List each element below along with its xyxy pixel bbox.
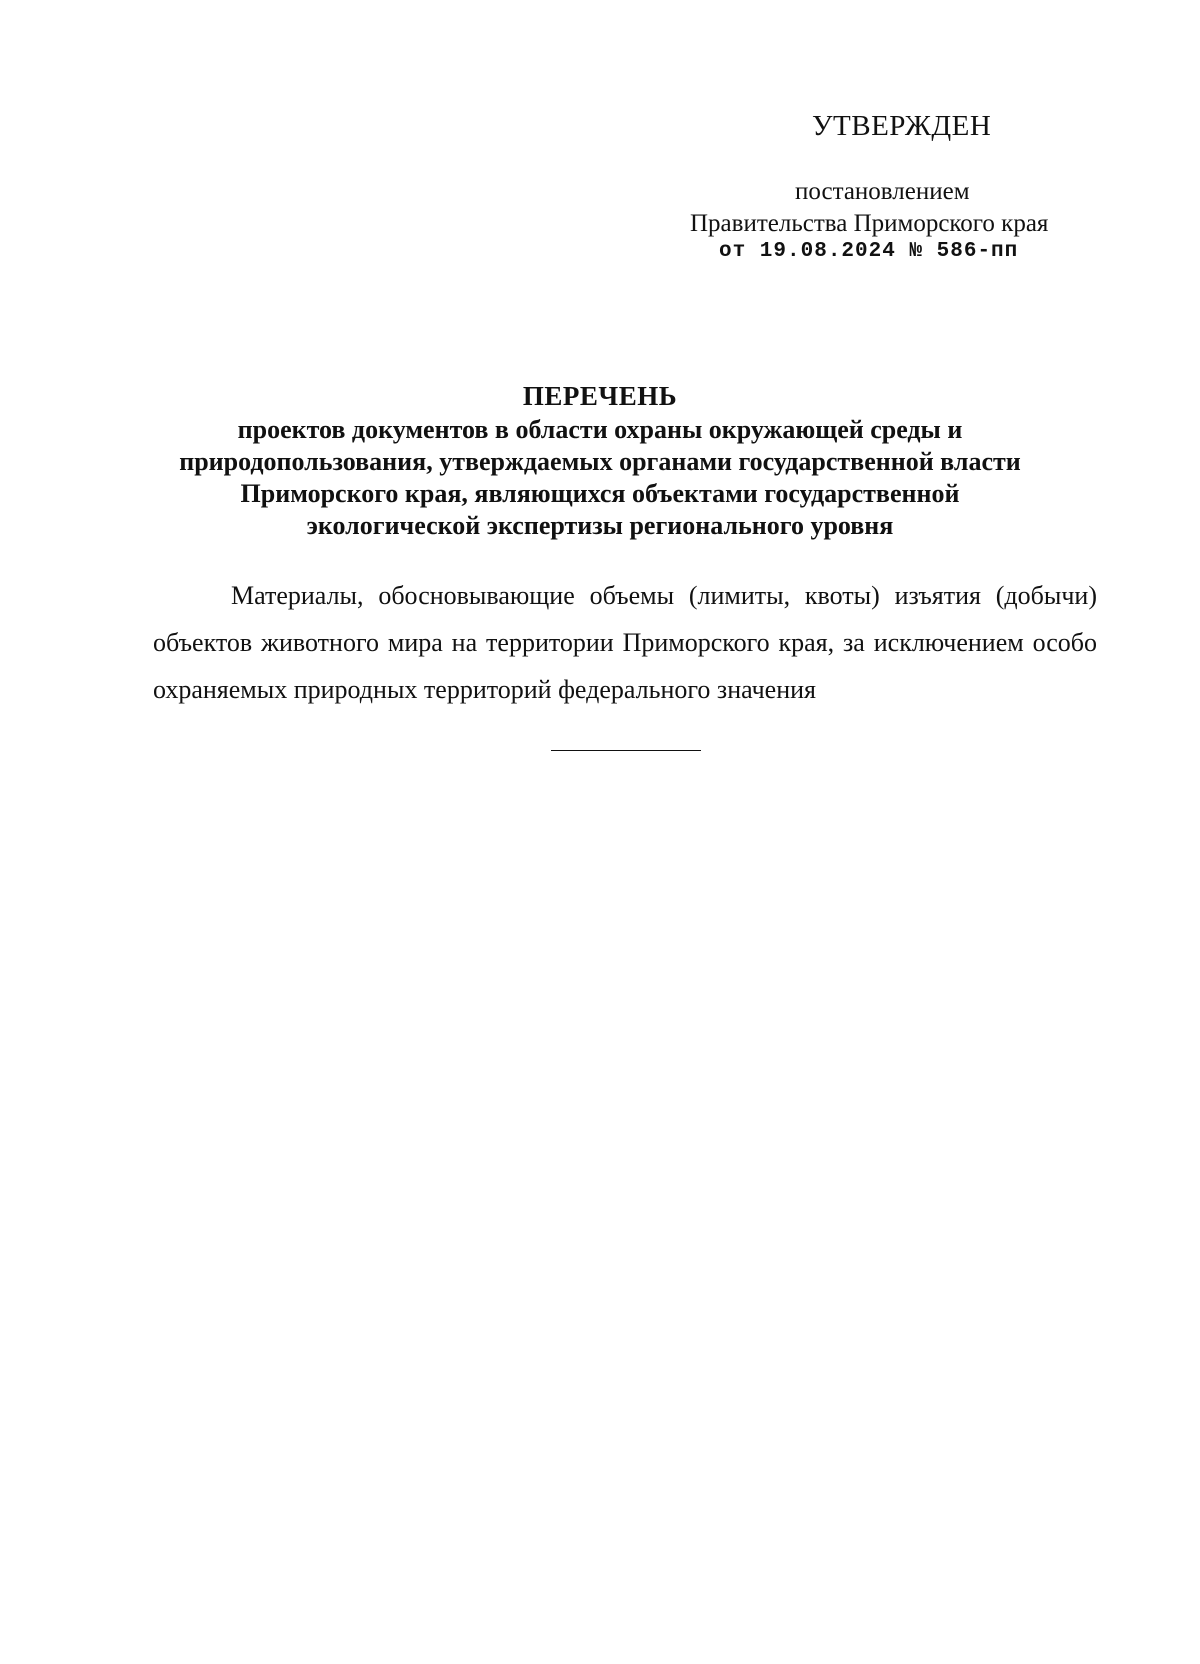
document-title: ПЕРЕЧЕНЬ (522, 381, 678, 411)
document-title-block (0, 378, 1200, 542)
decree-label: постановлением (795, 178, 970, 205)
approved-label: УТВЕРЖДЕН (812, 110, 992, 142)
document-subtitle-line: природопользования, утверждаемых органами государственной власти (179, 447, 1021, 476)
document-body-paragraph: Материалы, обосновывающие объемы (лимиты, квоты) изъятия (добычи) объектов животного мира на территории Приморского края, за исключением особо охраняемых природных территорий федерального значения (153, 581, 1097, 704)
end-divider-line (551, 750, 701, 751)
document-subtitle-line: проектов документов в области охраны окружающей среды и (237, 415, 963, 444)
issuer-label: Правительства Приморского края (690, 210, 1049, 237)
document-subtitle-line: Приморского края, являющихся объектами государственной (240, 479, 960, 508)
approval-stamp-block (0, 0, 1200, 300)
document-subtitle-line: экологической экспертизы регионального уровня (306, 511, 894, 540)
decree-date-number: от 19.08.2024 № 586-пп (719, 240, 1019, 263)
